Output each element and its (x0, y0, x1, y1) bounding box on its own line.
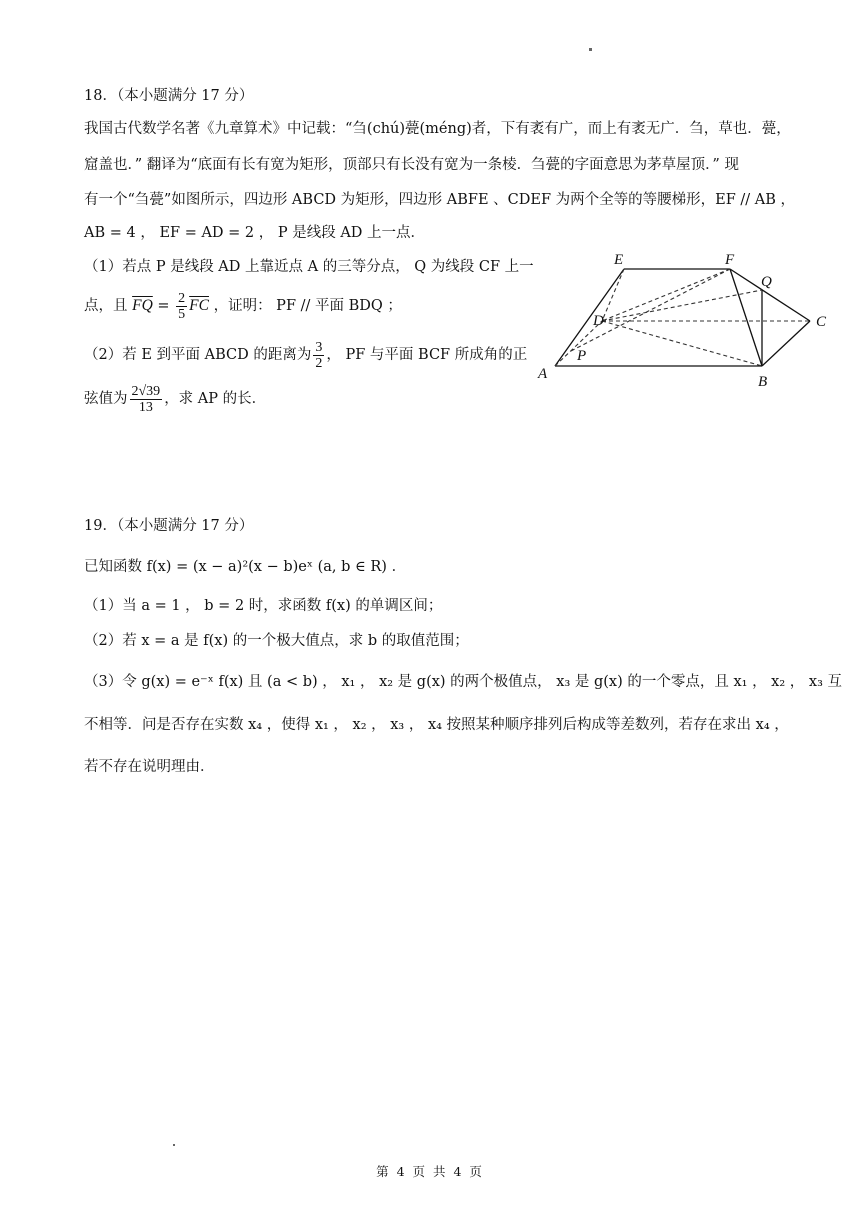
q19-given: 已知函数 f(x) = (x − a)²(x − b)eˣ (a, b ∈ R) ． (84, 559, 407, 575)
edge-fb (730, 269, 762, 366)
q18-part2-prefix: （2）若 E 到平面 ABCD 的距离为 (84, 347, 312, 363)
scan-dot-bottom (173, 1144, 175, 1146)
label-b: B (758, 374, 768, 390)
fraction-2sqrt39-13: $\frac{2√39}{13}$ (131, 383, 161, 415)
label-c: C (816, 314, 827, 330)
q18-header: 18．（本小题满分 17 分） (84, 88, 254, 104)
vector-fc: $\overline{FC}$ (189, 297, 209, 314)
label-d: D (593, 313, 604, 329)
fraction-2-5: $\frac{2}{5}$ (178, 290, 186, 322)
q18-part1-prefix: 点，且 (84, 298, 128, 314)
q18-intro-line-3: 有一个“刍甍”如图所示，四边形 ABCD 为矩形，四边形 ABFE 、CDEF 为两个全等的等腰梯形，EF // AB ， (84, 192, 795, 208)
fraction-3-2: $\frac{3}{2}$ (315, 339, 323, 371)
q18-intro-line-2: 窟盖也．” 翻译为“底面有长有宽为矩形，顶部只有长没有宽为一条棱．刍甍的字面意思为茅草屋顶．” 现 (84, 157, 739, 173)
q19-part1: （1）当 a = 1 ， b = 2 时，求函数 f(x) 的单调区间； (84, 598, 443, 614)
q19-header: 19．（本小题满分 17 分） (84, 518, 254, 534)
chumeng-solid-figure (530, 248, 840, 398)
q19-part2: （2）若 x = a 是 f(x) 的一个极大值点，求 b 的取值范围； (84, 633, 469, 649)
q19-part3-line-3: 若不存在说明理由． (84, 759, 215, 775)
q18-part1-line-1: （1）若点 P 是线段 AD 上靠近点 A 的三等分点， Q 为线段 CF 上一 (84, 259, 534, 275)
label-f: F (725, 252, 735, 268)
q18-part2-line-2 (84, 381, 266, 417)
label-e: E (614, 252, 624, 268)
q18-part1-suffix: ，证明： PF // 平面 BDQ ； (213, 298, 402, 314)
edge-ea (555, 269, 624, 366)
q18-part1-line-2 (84, 290, 402, 322)
edge-bc (762, 321, 810, 366)
label-p: P (577, 348, 587, 364)
scan-dot-top (589, 48, 592, 51)
q19-part3-line-2: 不相等．问是否存在实数 x₄ ，使得 x₁ ， x₂ ， x₃ ， x₄ 按照某种顺序排列后构成等差数列，若存在求出 x₄ ， (84, 717, 789, 733)
q18-intro-line-1: 我国古代数学名著《九章算术》中记载：“刍(chú)甍(méng)者，下有袤有广，而上有袤无广．刍，草也．甍， (84, 121, 791, 137)
q18-part2b-prefix: 弦值为 (84, 391, 128, 407)
q18-part2-suffix: ， PF 与平面 BCF 所成角的正 (326, 347, 528, 363)
q18-intro-line-4: AB = 4 ， EF = AD = 2 ， P 是线段 AD 上一点． (84, 225, 426, 241)
q18-part2b-suffix: ，求 AP 的长． (164, 391, 267, 407)
label-q: Q (761, 274, 772, 290)
edge-db (602, 321, 762, 366)
vector-fq: $\overline{FQ}$ (132, 297, 153, 314)
q18-part2-line-1 (84, 339, 527, 371)
q18-part1-equals: = (152, 298, 175, 314)
page-footer: 第 4 页 共 4 页 (376, 1164, 484, 1179)
q19-part3-line-1: （3）令 g(x) = e⁻ˣ f(x) 且 (a < b) ， x₁ ， x₂ 是 g(x) 的两个极值点， x₃ 是 g(x) 的一个零点，且 x₁ ， x₂ ， x₃ 互 (84, 674, 842, 690)
label-a: A (538, 366, 548, 382)
